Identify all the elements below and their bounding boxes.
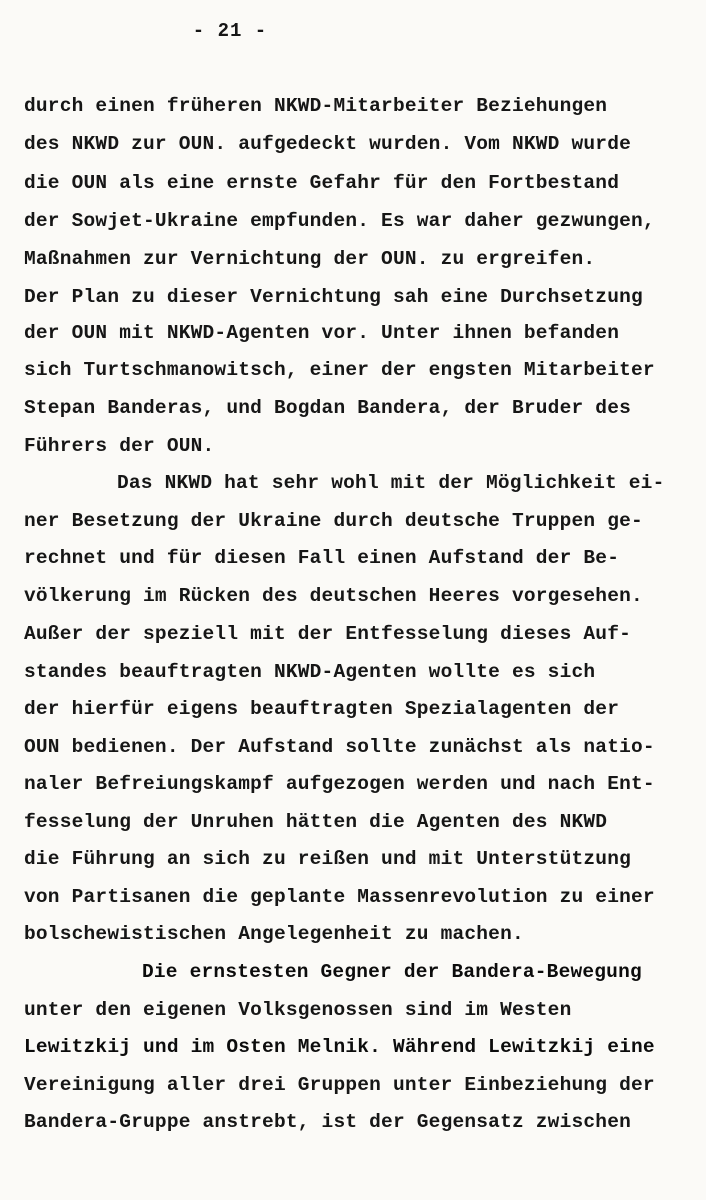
text-line-4: der Sowjet-Ukraine empfunden. Es war daher gezwungen, — [24, 210, 655, 232]
text-line-15: Außer der speziell mit der Entfesselung dieses Auf- — [24, 623, 631, 645]
text-line-13: rechnet und für diesen Fall einen Aufstand der Be- — [24, 547, 620, 569]
text-line-2: des NKWD zur OUN. aufgedeckt wurden. Vom NKWD wurde — [24, 133, 631, 155]
text-line-11: Das NKWD hat sehr wohl mit der Möglichkeit ei- — [117, 472, 665, 494]
text-line-23: bolschewistischen Angelegenheit zu machen. — [24, 923, 524, 945]
text-line-22: von Partisanen die geplante Massenrevolution zu einer — [24, 886, 655, 908]
text-line-14: völkerung im Rücken des deutschen Heeres vorgesehen. — [24, 585, 643, 607]
text-line-9: Stepan Banderas, und Bogdan Bandera, der Bruder des — [24, 397, 631, 419]
text-line-16: standes beauftragten NKWD-Agenten wollte es sich — [24, 661, 596, 683]
text-line-1: durch einen früheren NKWD-Mitarbeiter Beziehungen — [24, 95, 608, 117]
text-line-19: naler Befreiungskampf aufgezogen werden und nach Ent- — [24, 773, 655, 795]
page-number: - 21 - — [192, 20, 268, 42]
text-line-17: der hierfür eigens beauftragten Spezialagenten der — [24, 698, 620, 720]
text-line-28: Bandera-Gruppe anstrebt, ist der Gegensatz zwischen — [24, 1111, 631, 1133]
text-line-8: sich Turtschmanowitsch, einer der engsten Mitarbeiter — [24, 359, 655, 381]
text-line-20: fesselung der Unruhen hätten die Agenten des NKWD — [24, 811, 608, 833]
text-line-6: Der Plan zu dieser Vernichtung sah eine Durchsetzung — [24, 286, 643, 308]
text-line-12: ner Besetzung der Ukraine durch deutsche Truppen ge- — [24, 510, 643, 532]
text-line-18: OUN bedienen. Der Aufstand sollte zunächst als natio- — [24, 736, 655, 758]
text-line-10: Führers der OUN. — [24, 435, 215, 457]
text-line-3: die OUN als eine ernste Gefahr für den Fortbestand — [24, 172, 620, 194]
text-line-7: der OUN mit NKWD-Agenten vor. Unter ihnen befanden — [24, 322, 620, 344]
text-line-24: Die ernstesten Gegner der Bandera-Bewegung — [142, 961, 642, 983]
text-line-27: Vereinigung aller drei Gruppen unter Einbeziehung der — [24, 1074, 655, 1096]
text-line-21: die Führung an sich zu reißen und mit Unterstützung — [24, 848, 631, 870]
text-line-26: Lewitzkij und im Osten Melnik. Während Lewitzkij eine — [24, 1036, 655, 1058]
text-line-25: unter den eigenen Volksgenossen sind im Westen — [24, 999, 572, 1021]
text-line-5: Maßnahmen zur Vernichtung der OUN. zu ergreifen. — [24, 248, 596, 270]
